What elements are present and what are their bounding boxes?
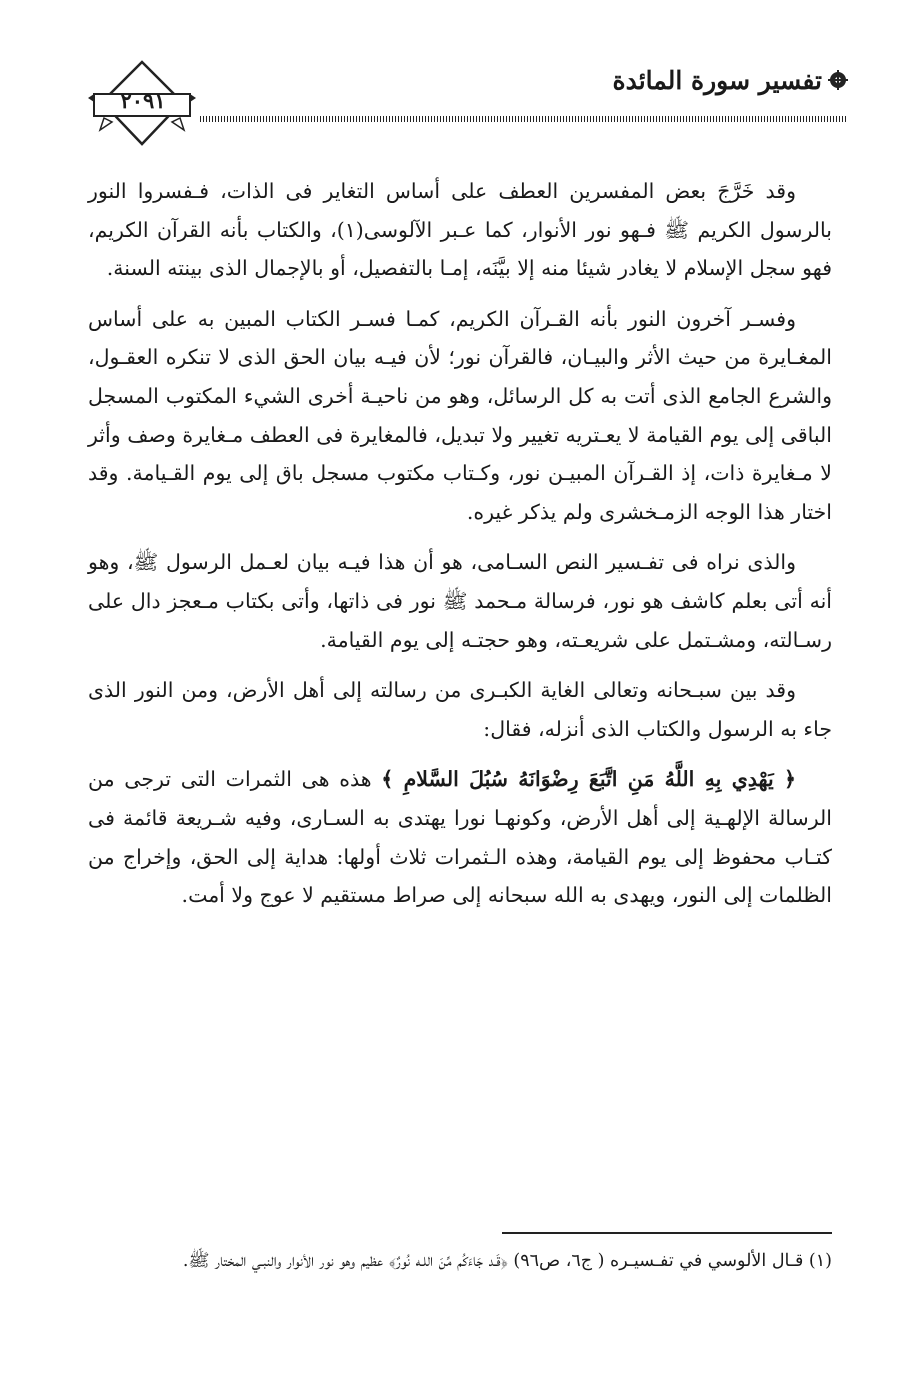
header-rule xyxy=(200,116,848,122)
paragraph-4: وقد بين سبـحانه وتعالى الغاية الكبـرى من رسالته إلى أهل الأرض، ومن النور الذى جاء به الرسول والكتاب الذى أنزله، فقال: xyxy=(88,678,832,741)
paragraph-5 xyxy=(88,760,832,914)
paragraph-3: والذى نراه فى تفـسير النص السـامى، هو أن هذا فيـه بيان لعـمل الرسول ﷺ، وهو أنه أتى بعلم كاشف هو نور، فرسالة مـحمد ﷺ نور فى ذاتها، وأتى بكتاب مـعجز دال على رسـالته، ومشـتمل على شريعـته، وهو حجتـه إلى يوم القيامة. xyxy=(88,550,832,652)
quranic-verse: ﴿ يَهْدِي بِهِ اللَّهُ مَنِ اتَّبَعَ رِضْوَانَهُ سُبُلَ السَّلامِ ﴾ xyxy=(381,767,796,792)
ornament-icon xyxy=(828,70,848,90)
footnote-separator xyxy=(502,1232,832,1234)
page-number: ٢٠٩١ xyxy=(120,88,166,113)
paragraph-2: وفسـر آخرون النور بأنه القـرآن الكريم، كمـا فسـر الكتاب المبين به على أساس المغـايرة من حيث الأثر والبيـان، فالقرآن نور؛ لأن فيـه بيان الحق الذى لا تنكره العقـول، والشرع الجامع الذى أتت به كل الرسائل، وهو من ناحيـة أخرى الشيء المكتوب المسجل الباقى إلى يوم القيامة لا يعـتريه تغيير ولا تبديل، فالمغايرة فى العطف مـغايرة وصف وأثر لا مـغايرة ذات، إذ القـرآن المبيـن نور، وكـتاب مكتوب مسجل باق إلى يوم القـيامة. وقد اختار هذا الوجه الزمـخشرى ولم يذكر غيره. xyxy=(88,306,832,524)
paragraph-5-text: هذه هى الثمرات التى ترجى من الرسالة الإلهـية إلى أهل الأرض، وكونهـا نورا يهتدى به السـارى، وفيه شـريعة قائمة فى كتـاب محفوظ إلى يوم القيامة، وهذه الـثمرات ثلاث أولها: هداية إلى الحق، وإخراج من الظلمات إلى النور، ويهدى به الله سبحانه إلى صراط مستقيم لا عوج ولا أمت. xyxy=(88,767,832,908)
running-title: تفسير سورة المائدة xyxy=(612,66,822,95)
footnote: (١) قـال الألوسي في تفـسيـره ( ج٦، ص٩٦) ﴿قَـد جَاءَكُم مِّنَ اللـه نُورٌ﴾ عظيم وهو نور الأنوار والنبـي المختار ﷺ. xyxy=(182,1251,832,1271)
paragraph-1: وقد خَرَّجَ بعض المفسرين العطف على أساس التغاير فى الذات، فـفسروا النور بالرسول الكريم ﷺ فـهو نور الأنوار، كما عـبر الآلوسى(١)، والكتاب بأنه القرآن الكريم، فهو سجل الإسلام لا يغادر شيئا منه إلا بيَّنَه، إمـا بالتفصيل، أو بالإجمال الذى بينته السنة. xyxy=(88,179,832,281)
main-text xyxy=(88,172,832,927)
page-header xyxy=(86,58,856,158)
